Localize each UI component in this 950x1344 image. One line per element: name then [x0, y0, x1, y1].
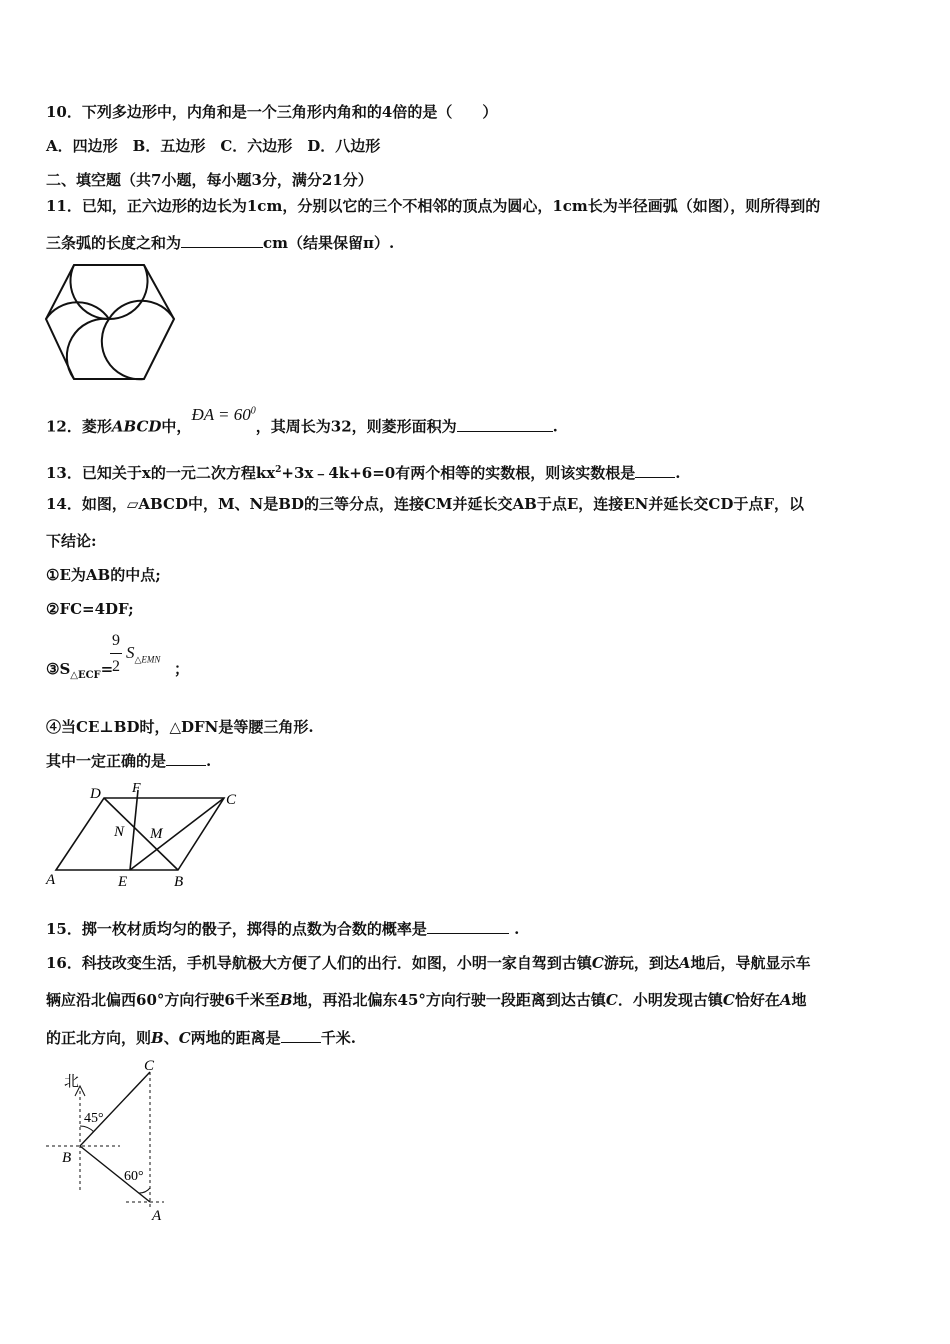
q13-line: 13．已知关于x的一元二次方程$kx^2+3x﹣4k+6=0$有两个相等的实数根，则该实数根是 . [46, 464, 681, 482]
fraction-bar [110, 653, 122, 654]
label-C: C [226, 792, 237, 808]
fraction-denominator: 2 [112, 658, 120, 675]
label-N: N [114, 824, 125, 840]
label-A: A [46, 872, 56, 888]
q14-conclusion-1: ①E为AB的中点; [46, 566, 161, 584]
label-E: E [118, 874, 128, 890]
angle-formula: ÐA = 60 [191, 404, 251, 424]
label-north: 北 [64, 1074, 80, 1090]
q14-line1: 14．如图，▱ABCD中，M、N是BD的三等分点，连接CM并延长交AB于点E，连接EN并延长交CD于点F，以 [46, 495, 804, 513]
q16-line2: 辆应沿北偏西60°方向行驶6千米至B地，再沿北偏东45°方向行驶一段距离到达古镇C．小明发现古镇C恰好在A地 [46, 991, 807, 1009]
label-C: C [144, 1058, 155, 1074]
q14-conclusion-2: ②FC=4DF; [46, 600, 134, 618]
label-D: D [90, 786, 101, 802]
q12-line: 12．菱形ABCD中，ÐA = $60^0$，其周长为32，则菱形面积为 . [46, 404, 558, 436]
q14-line2: 下结论: [46, 532, 97, 550]
label-B: B [174, 874, 184, 890]
label-M: M [150, 826, 163, 842]
label-F: F [132, 781, 141, 796]
label-B: B [62, 1150, 72, 1166]
label-A: A [152, 1208, 162, 1224]
q15-line: 15．掷一枚材质均匀的骰子，掷得的点数为合数的概率是 . [46, 920, 520, 938]
section-heading: 二、填空题（共7小题，每小题3分，满分21分） [46, 171, 373, 189]
q10-options: A．四边形 B．五边形 C．六边形 D．八边形 [46, 137, 381, 155]
label-60-deg: 60° [124, 1169, 144, 1184]
q11-line1: 11．已知，正六边形的边长为1cm，分别以它的三个不相邻的顶点为圆心，1cm长为半径画弧（如图），则所得到的 [46, 197, 821, 215]
hexagon-arcs-figure [44, 263, 176, 381]
label-45-deg: 45° [84, 1111, 104, 1126]
q16-line1: 16．科技改变生活，手机导航极大方便了人们的出行．如图，小明一家自驾到古镇C游玩，到达A地后，导航显示车 [46, 954, 811, 972]
q14-ask: 其中一定正确的是 . [46, 752, 212, 770]
fraction-numerator: 9 [112, 632, 120, 649]
q10-stem: 10．下列多边形中，内角和是一个三角形内角和的4倍的是（ ） [46, 103, 498, 121]
q14-conclusion-4: ④当CE⊥BD时，△DFN是等腰三角形. [46, 718, 314, 736]
q16-line3: 的正北方向，则B、C两地的距离是 千米. [46, 1029, 356, 1047]
navigation-figure [44, 1058, 194, 1224]
q11-line2: 三条弧的长度之和为 cm（结果保留π）. [46, 234, 395, 252]
parallelogram-figure [44, 780, 240, 888]
